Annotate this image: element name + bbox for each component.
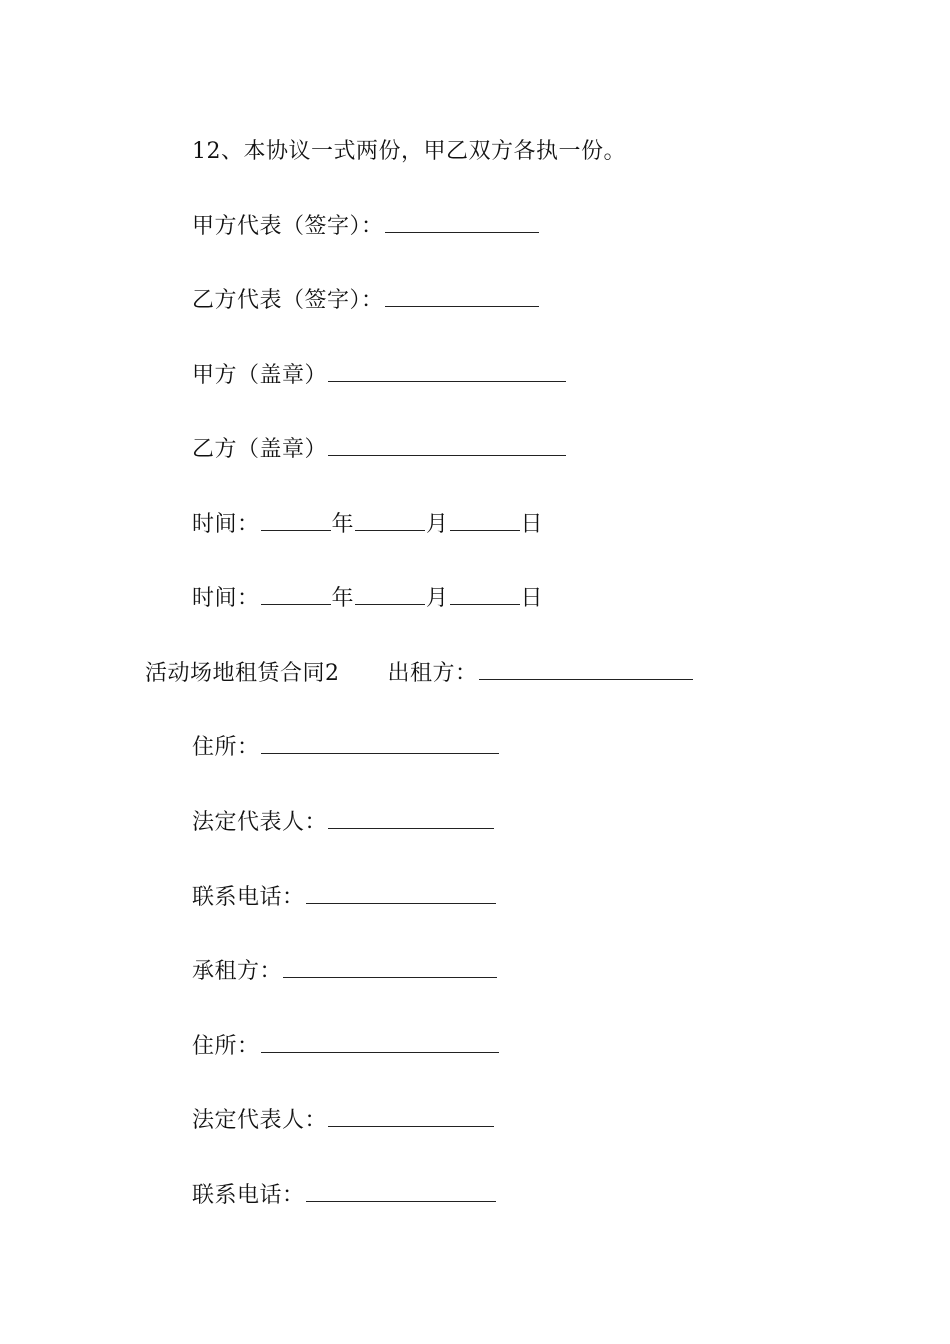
lessee-phone-label: 联系电话：	[192, 1183, 305, 1208]
lessee-address-row	[192, 1030, 500, 1064]
time-row-1	[192, 508, 543, 542]
year-label: 年	[331, 512, 355, 537]
party-a-seal-label: 甲方（盖章）	[192, 363, 328, 388]
party-a-seal-row	[192, 359, 567, 393]
lessee-address-label: 住所：	[192, 1034, 260, 1059]
lessee-legal-rep-row	[192, 1104, 495, 1138]
year-label: 年	[331, 586, 355, 611]
lessor-legal-rep-blank[interactable]	[328, 806, 494, 829]
party-a-rep-row	[192, 210, 540, 244]
time-row-2	[192, 582, 543, 616]
lessee-address-blank[interactable]	[261, 1030, 499, 1053]
party-b-rep-blank[interactable]	[385, 284, 539, 307]
party-b-rep-label: 乙方代表（签字）：	[192, 288, 384, 313]
lessor-blank[interactable]	[479, 657, 693, 680]
day-label: 日	[520, 586, 544, 611]
party-a-rep-blank[interactable]	[385, 210, 539, 233]
month-label: 月	[426, 586, 449, 611]
lessor-phone-blank[interactable]	[306, 881, 496, 904]
lessor-phone-label: 联系电话：	[192, 885, 305, 910]
party-b-seal-row	[192, 433, 567, 467]
lessee-legal-rep-label: 法定代表人：	[192, 1108, 328, 1133]
clause-12-text: 12、本协议一式两份，甲乙双方各执一份。	[192, 139, 626, 164]
lessee-label: 承租方：	[192, 959, 283, 984]
time-label: 时间：	[192, 512, 260, 537]
day-label: 日	[520, 512, 544, 537]
month-blank[interactable]	[355, 508, 425, 531]
month-label: 月	[426, 512, 449, 537]
lessor-phone-row	[192, 881, 497, 915]
contract-title: 活动场地租赁合同2	[145, 661, 340, 686]
lessor-address-blank[interactable]	[261, 731, 499, 754]
lessor-legal-rep-label: 法定代表人：	[192, 810, 328, 835]
day-blank[interactable]	[450, 508, 520, 531]
lessee-blank[interactable]	[283, 955, 497, 978]
lessee-phone-row	[192, 1179, 497, 1213]
year-blank[interactable]	[261, 582, 331, 605]
party-b-rep-row	[192, 284, 540, 318]
day-blank[interactable]	[450, 582, 520, 605]
lessee-phone-blank[interactable]	[306, 1179, 496, 1202]
lessee-legal-rep-blank[interactable]	[328, 1104, 494, 1127]
time-label: 时间：	[192, 586, 260, 611]
month-blank[interactable]	[355, 582, 425, 605]
lessor-address-row	[192, 731, 500, 765]
party-b-seal-label: 乙方（盖章）	[192, 437, 328, 462]
party-a-seal-blank[interactable]	[328, 359, 566, 382]
clause-12	[192, 135, 626, 169]
party-a-rep-label: 甲方代表（签字）：	[192, 214, 384, 239]
contract-heading-row	[145, 657, 694, 691]
lessor-legal-rep-row	[192, 806, 495, 840]
year-blank[interactable]	[261, 508, 331, 531]
lessor-label: 出租方：	[387, 661, 478, 686]
party-b-seal-blank[interactable]	[328, 433, 566, 456]
lessor-address-label: 住所：	[192, 735, 260, 760]
lessee-row	[192, 955, 498, 989]
